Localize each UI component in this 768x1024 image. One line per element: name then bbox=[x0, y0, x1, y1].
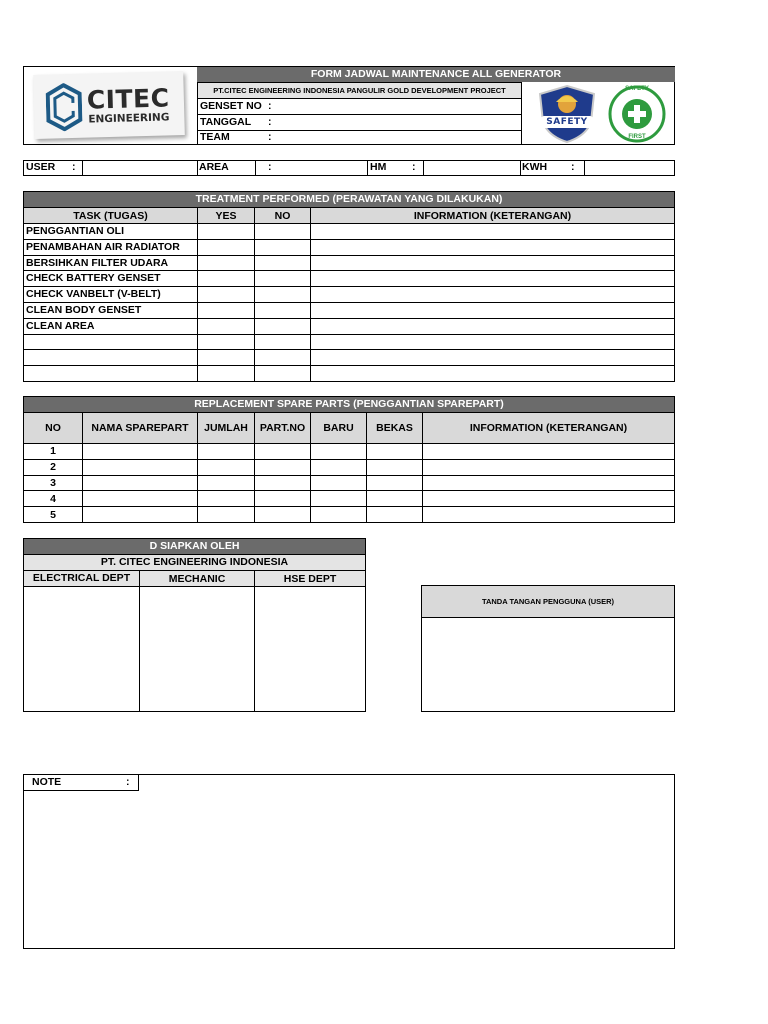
table-row bbox=[24, 506, 674, 522]
sparepart-name-cell[interactable] bbox=[82, 491, 197, 506]
sp-col-bekas: BEKAS bbox=[366, 413, 422, 443]
jumlah-cell[interactable] bbox=[197, 460, 254, 475]
hm-colon: : bbox=[412, 161, 416, 173]
table-row bbox=[24, 490, 674, 506]
information-cell[interactable] bbox=[310, 319, 674, 334]
note-area[interactable] bbox=[24, 791, 674, 948]
yes-cell[interactable] bbox=[197, 335, 254, 350]
yes-cell[interactable] bbox=[197, 256, 254, 271]
header-block bbox=[23, 66, 675, 145]
part-no-cell[interactable] bbox=[254, 491, 310, 506]
information-cell[interactable] bbox=[310, 224, 674, 239]
task-label bbox=[24, 366, 197, 381]
prepared-title: D SIAPKAN OLEH bbox=[24, 539, 365, 554]
bekas-cell[interactable] bbox=[366, 460, 422, 475]
tanggal-colon: : bbox=[268, 116, 272, 128]
information-cell[interactable] bbox=[310, 366, 674, 381]
part-no-cell[interactable] bbox=[254, 460, 310, 475]
spareparts-header bbox=[24, 412, 674, 443]
sp-col-no: NO bbox=[45, 422, 61, 434]
sparepart-name-cell[interactable] bbox=[82, 476, 197, 491]
task-label: CHECK VANBELT (V-BELT) bbox=[26, 288, 161, 301]
sp-col-information: INFORMATION (KETERANGAN) bbox=[422, 413, 674, 443]
hm-value[interactable] bbox=[423, 161, 520, 175]
area-value[interactable] bbox=[255, 161, 367, 175]
user-colon: : bbox=[72, 161, 76, 173]
baru-cell[interactable] bbox=[310, 460, 366, 475]
information-cell[interactable] bbox=[310, 335, 674, 350]
information-cell[interactable] bbox=[310, 271, 674, 286]
table-row bbox=[24, 239, 674, 255]
task-label: CLEAN BODY GENSET bbox=[26, 304, 142, 316]
prepared-company: PT. CITEC ENGINEERING INDONESIA bbox=[24, 554, 365, 570]
yes-cell[interactable] bbox=[197, 366, 254, 381]
spareparts-rows bbox=[24, 443, 674, 522]
note-label: NOTE bbox=[32, 776, 62, 788]
genset-no-field[interactable] bbox=[198, 98, 521, 114]
kwh-label: KWH bbox=[522, 161, 548, 173]
part-no-cell[interactable] bbox=[254, 476, 310, 491]
row-number: 5 bbox=[50, 508, 56, 521]
table-row bbox=[24, 443, 674, 459]
treatment-header bbox=[24, 207, 674, 223]
col-yes: YES bbox=[197, 208, 254, 223]
sp-col-jumlah: JUMLAH bbox=[197, 413, 254, 443]
team-field[interactable] bbox=[198, 130, 521, 145]
table-row bbox=[24, 334, 674, 350]
table-row bbox=[24, 318, 674, 334]
baru-cell[interactable] bbox=[310, 491, 366, 506]
yes-cell[interactable] bbox=[197, 303, 254, 318]
task-label bbox=[24, 350, 197, 365]
yes-cell[interactable] bbox=[197, 287, 254, 302]
user-signature-area[interactable] bbox=[422, 617, 674, 711]
jumlah-cell[interactable] bbox=[197, 444, 254, 459]
task-label bbox=[24, 335, 197, 350]
bekas-cell[interactable] bbox=[366, 491, 422, 506]
row-number: 2 bbox=[50, 461, 56, 474]
jumlah-cell[interactable] bbox=[197, 491, 254, 506]
no-cell[interactable] bbox=[254, 303, 310, 318]
note-label-cell bbox=[24, 775, 139, 791]
no-cell[interactable] bbox=[254, 319, 310, 334]
user-signature-label: TANDA TANGAN PENGGUNA (USER) bbox=[422, 586, 674, 617]
part-no-cell[interactable] bbox=[254, 444, 310, 459]
yes-cell[interactable] bbox=[197, 224, 254, 239]
treatment-table bbox=[23, 191, 675, 382]
header-middle bbox=[197, 82, 521, 145]
kwh-value[interactable] bbox=[584, 161, 674, 175]
row-number: 4 bbox=[50, 492, 56, 505]
note-box bbox=[23, 774, 675, 949]
spareparts-title: REPLACEMENT SPARE PARTS (PENGGANTIAN SPAREPART) bbox=[24, 397, 674, 412]
note-colon: : bbox=[126, 776, 130, 788]
col-information: INFORMATION (KETERANGAN) bbox=[310, 208, 674, 223]
dept-mechanic: MECHANIC bbox=[139, 571, 254, 586]
genset-no-colon: : bbox=[268, 100, 272, 112]
col-no: NO bbox=[254, 208, 310, 223]
company-logo bbox=[33, 71, 185, 139]
baru-cell[interactable] bbox=[310, 444, 366, 459]
table-row bbox=[24, 302, 674, 318]
genset-no-label: GENSET NO bbox=[200, 100, 262, 112]
area-colon: : bbox=[268, 161, 272, 173]
information-cell[interactable] bbox=[310, 256, 674, 271]
jumlah-cell[interactable] bbox=[197, 476, 254, 491]
row-number: 3 bbox=[50, 476, 56, 489]
information-cell[interactable] bbox=[422, 460, 674, 475]
prepared-by-table bbox=[23, 538, 366, 712]
task-label: CLEAN AREA bbox=[26, 319, 95, 332]
bekas-cell[interactable] bbox=[366, 507, 422, 522]
table-row bbox=[24, 270, 674, 286]
yes-cell[interactable] bbox=[197, 271, 254, 286]
no-cell[interactable] bbox=[254, 240, 310, 255]
logo-text-sub: ENGINEERING bbox=[88, 111, 170, 126]
task-label: CHECK BATTERY GENSET bbox=[26, 272, 161, 285]
dept-electrical: ELECTRICAL DEPT bbox=[32, 572, 131, 584]
kwh-colon: : bbox=[571, 161, 575, 173]
yes-cell[interactable] bbox=[197, 240, 254, 255]
citec-logo-mark bbox=[45, 83, 82, 132]
no-cell[interactable] bbox=[254, 366, 310, 381]
task-label: PENGGANTIAN OLI bbox=[26, 225, 125, 237]
table-row bbox=[24, 475, 674, 491]
no-cell[interactable] bbox=[254, 271, 310, 286]
hm-label: HM bbox=[370, 161, 387, 173]
bekas-cell[interactable] bbox=[366, 476, 422, 491]
dept-hse: HSE DEPT bbox=[254, 571, 365, 586]
sp-col-partno: PART.NO bbox=[254, 413, 310, 443]
team-label: TEAM bbox=[200, 131, 230, 143]
yes-cell[interactable] bbox=[197, 350, 254, 365]
project-name: PT.CITEC ENGINEERING INDONESIA PANGULIR GOLD DEVELOPMENT PROJECT bbox=[198, 82, 521, 98]
info-row bbox=[23, 160, 675, 176]
information-cell[interactable] bbox=[422, 444, 674, 459]
signature-hse[interactable] bbox=[254, 587, 365, 712]
table-row bbox=[24, 255, 674, 271]
user-signature-box bbox=[421, 585, 675, 712]
team-colon: : bbox=[268, 131, 272, 143]
table-row bbox=[24, 459, 674, 475]
information-cell[interactable] bbox=[310, 240, 674, 255]
signature-row bbox=[24, 586, 365, 711]
information-cell[interactable] bbox=[310, 350, 674, 365]
user-value[interactable] bbox=[82, 161, 197, 175]
sp-col-baru: BARU bbox=[310, 413, 366, 443]
logo-text-main: CITEC bbox=[86, 83, 170, 115]
task-label: PENAMBAHAN AIR RADIATOR bbox=[26, 240, 180, 253]
hm-field bbox=[367, 161, 423, 175]
sp-col-nama: NAMA SPAREPART bbox=[82, 413, 197, 443]
table-row bbox=[24, 286, 674, 302]
no-cell[interactable] bbox=[254, 256, 310, 271]
no-cell[interactable] bbox=[254, 287, 310, 302]
kwh-field bbox=[520, 161, 584, 175]
user-label: USER bbox=[26, 161, 56, 173]
no-cell[interactable] bbox=[254, 350, 310, 365]
information-cell[interactable] bbox=[422, 507, 674, 522]
no-cell[interactable] bbox=[254, 224, 310, 239]
baru-cell[interactable] bbox=[310, 476, 366, 491]
treatment-rows bbox=[24, 223, 674, 381]
yes-cell[interactable] bbox=[197, 319, 254, 334]
row-number: 1 bbox=[50, 445, 56, 458]
table-row bbox=[24, 349, 674, 365]
part-no-cell[interactable] bbox=[254, 507, 310, 522]
table-row bbox=[24, 223, 674, 239]
area-label: AREA bbox=[199, 161, 229, 173]
tanggal-label: TANGGAL bbox=[200, 116, 252, 128]
dept-header-row bbox=[24, 570, 365, 586]
baru-cell[interactable] bbox=[310, 507, 366, 522]
tanggal-field[interactable] bbox=[198, 114, 521, 130]
treatment-title: TREATMENT PERFORMED (PERAWATAN YANG DILAKUKAN) bbox=[24, 192, 674, 207]
sparepart-name-cell[interactable] bbox=[82, 444, 197, 459]
information-cell[interactable] bbox=[422, 491, 674, 506]
safety-shield-icon bbox=[536, 84, 598, 144]
col-task: TASK (TUGAS) bbox=[73, 209, 148, 222]
signature-electrical[interactable] bbox=[24, 587, 139, 712]
spareparts-table bbox=[23, 396, 675, 523]
safety-first-bottom: FIRST bbox=[628, 134, 646, 140]
safety-logos bbox=[521, 82, 675, 145]
information-cell[interactable] bbox=[310, 287, 674, 302]
bekas-cell[interactable] bbox=[366, 444, 422, 459]
jumlah-cell[interactable] bbox=[197, 507, 254, 522]
sparepart-name-cell[interactable] bbox=[82, 460, 197, 475]
safety-first-top: SAFETY bbox=[625, 86, 649, 92]
signature-mechanic[interactable] bbox=[139, 587, 254, 712]
form-title: FORM JADWAL MAINTENANCE ALL GENERATOR bbox=[197, 67, 675, 82]
safety-badge-text: SAFETY bbox=[546, 117, 588, 127]
task-label: BERSIHKAN FILTER UDARA bbox=[26, 256, 169, 269]
sparepart-name-cell[interactable] bbox=[82, 507, 197, 522]
information-cell[interactable] bbox=[310, 303, 674, 318]
area-field bbox=[197, 161, 255, 175]
table-row bbox=[24, 365, 674, 381]
no-cell[interactable] bbox=[254, 335, 310, 350]
information-cell[interactable] bbox=[422, 476, 674, 491]
